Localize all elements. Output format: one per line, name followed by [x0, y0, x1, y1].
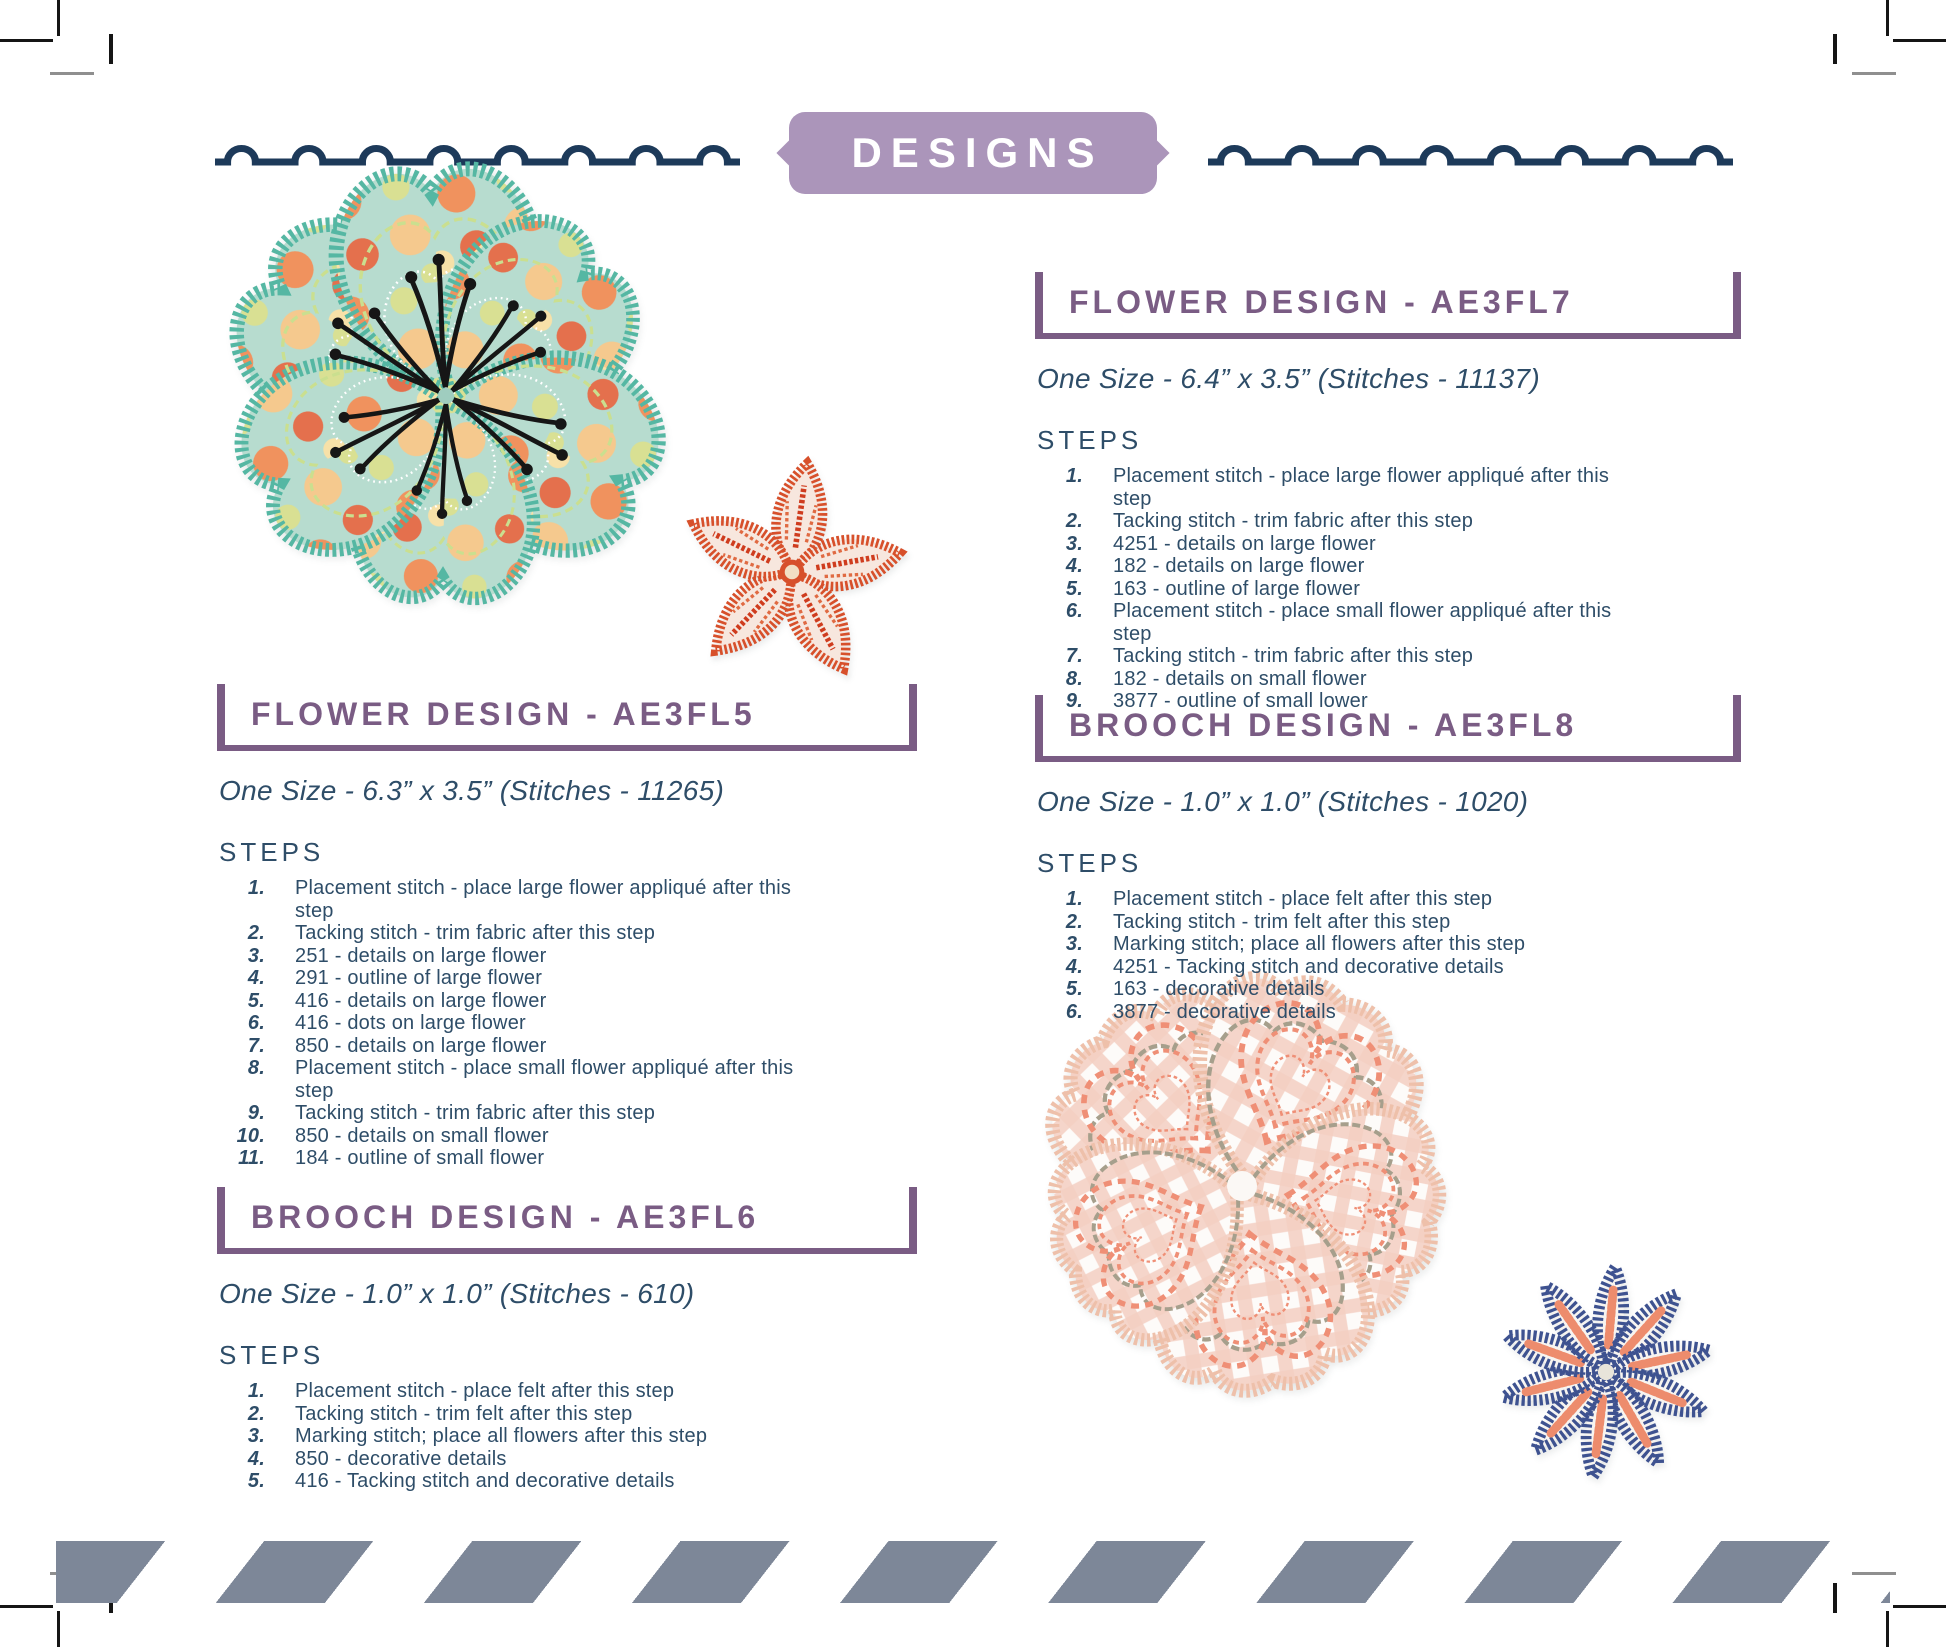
step-text: Marking stitch; place all flowers after this step	[1113, 933, 1526, 955]
step-number: 2.	[247, 922, 265, 944]
step-number: 4.	[247, 1447, 265, 1470]
step-text: Tacking stitch - trim felt after this step	[295, 1402, 633, 1425]
step-text: 182 - details on large flower	[1113, 555, 1365, 577]
step-item	[217, 1035, 917, 1058]
step-item	[217, 1012, 917, 1035]
step-number: 9.	[1065, 690, 1083, 712]
step-item	[1035, 668, 1741, 691]
crop-mark	[50, 72, 94, 75]
step-text: Placement stitch - place felt after this step	[295, 1380, 675, 1402]
step-item	[1035, 510, 1741, 533]
step-text: 416 - dots on large flower	[295, 1012, 526, 1034]
step-item	[217, 1057, 917, 1102]
step-number: 11.	[238, 1147, 265, 1169]
section-title: FLOWER DESIGN - AE3FL7	[1069, 284, 1574, 320]
step-item	[217, 1470, 917, 1493]
crop-mark	[1893, 39, 1946, 42]
steps-heading: STEPS	[219, 1340, 325, 1370]
page-title-badge	[789, 112, 1157, 194]
step-text: Placement stitch - place large flower appliqué after this step	[1113, 465, 1610, 510]
step-text: 3877 - outline of small lower	[1113, 690, 1368, 712]
steps-list	[1035, 465, 1741, 713]
steps-list	[217, 877, 917, 1170]
step-item	[1035, 555, 1741, 578]
step-number: 2.	[1065, 510, 1083, 532]
pink-gingham-brooch-flower-applique-photo	[1002, 1000, 1482, 1365]
size-line: One Size - 6.3” x 3.5” (Stitches - 11265)	[219, 775, 725, 806]
step-number: 6.	[1065, 600, 1083, 622]
crop-mark	[1833, 34, 1837, 64]
step-number: 3.	[247, 944, 265, 967]
steps-list	[1035, 888, 1741, 1023]
step-item	[1035, 465, 1741, 510]
step-item	[217, 1448, 917, 1471]
step-number: 8.	[1065, 667, 1083, 690]
page-title: DESIGNS	[851, 129, 1104, 176]
step-number: 7.	[1065, 645, 1083, 667]
step-text: 163 - outline of large flower	[1113, 577, 1361, 600]
step-item	[1035, 533, 1741, 556]
step-item	[1035, 578, 1741, 601]
step-number: 3.	[1065, 933, 1083, 955]
step-number: 9.	[247, 1102, 265, 1124]
steps-heading: STEPS	[1037, 425, 1143, 455]
step-text: 850 - details on large flower	[295, 1034, 547, 1057]
crop-mark	[57, 1611, 60, 1647]
crop-mark	[1893, 1605, 1946, 1608]
step-number: 1.	[1065, 465, 1083, 487]
step-number: 3.	[1065, 532, 1083, 555]
step-number: 10.	[236, 1124, 265, 1147]
step-number: 5.	[1065, 978, 1083, 1000]
section-ae3fl6	[217, 1187, 917, 1493]
step-number: 5.	[247, 989, 265, 1012]
step-number: 4.	[247, 967, 265, 989]
step-number: 1.	[1065, 888, 1083, 910]
crop-mark	[1886, 0, 1889, 36]
crop-mark	[1852, 72, 1896, 75]
steps-list	[217, 1380, 917, 1493]
step-text: 4251 - Tacking stitch and decorative details	[1113, 955, 1504, 978]
size-line: One Size - 1.0” x 1.0” (Stitches - 610)	[219, 1278, 695, 1309]
step-number: 4.	[1065, 955, 1083, 978]
step-text: 416 - Tacking stitch and decorative details	[295, 1470, 675, 1492]
step-text: 163 - decorative details	[1113, 978, 1325, 1000]
step-number: 6.	[1065, 1000, 1083, 1023]
step-item	[217, 922, 917, 945]
step-text: Placement stitch - place felt after this step	[1113, 888, 1493, 910]
step-text: Placement stitch - place small flower appliqué after this step	[1113, 600, 1612, 645]
section-title-box	[1035, 695, 1741, 762]
navy-daisy-brooch-applique-photo	[1468, 1262, 1748, 1482]
step-item	[217, 945, 917, 968]
step-item	[217, 1403, 917, 1426]
steps-heading: STEPS	[1037, 848, 1143, 878]
step-item	[217, 1380, 917, 1403]
step-number: 1.	[247, 1380, 265, 1402]
section-title: BROOCH DESIGN - AE3FL8	[1069, 707, 1578, 743]
step-text: 850 - decorative details	[295, 1447, 507, 1470]
step-number: 5.	[247, 1470, 265, 1492]
section-ae3fl7	[1035, 272, 1741, 713]
diagonal-stripe-border	[56, 1541, 1890, 1603]
step-item	[217, 990, 917, 1013]
size-line: One Size - 1.0” x 1.0” (Stitches - 1020)	[1037, 786, 1529, 817]
crop-mark	[57, 0, 60, 36]
step-item	[1035, 888, 1741, 911]
step-number: 8.	[247, 1057, 265, 1079]
step-text: Tacking stitch - trim fabric after this step	[295, 922, 656, 944]
section-ae3fl5	[217, 684, 917, 1170]
step-text: 251 - details on large flower	[295, 944, 547, 967]
small-orange-star-flower-applique-photo	[662, 458, 922, 678]
steps-heading: STEPS	[219, 837, 325, 867]
scallop-border-right	[1208, 136, 1733, 168]
step-item	[217, 1425, 917, 1448]
step-text: 416 - details on large flower	[295, 989, 547, 1012]
step-number: 3.	[247, 1425, 265, 1447]
section-ae3fl8	[1035, 695, 1741, 1023]
step-text: 4251 - details on large flower	[1113, 532, 1376, 555]
step-number: 5.	[1065, 577, 1083, 600]
step-text: 3877 - decorative details	[1113, 1000, 1336, 1023]
step-number: 4.	[1065, 555, 1083, 577]
step-item	[217, 1125, 917, 1148]
step-number: 2.	[247, 1402, 265, 1425]
step-text: Tacking stitch - trim fabric after this step	[1113, 510, 1474, 532]
section-title: BROOCH DESIGN - AE3FL6	[251, 1199, 760, 1235]
section-title: FLOWER DESIGN - AE3FL5	[251, 696, 756, 732]
step-text: 184 - outline of small flower	[295, 1147, 545, 1169]
step-number: 6.	[247, 1012, 265, 1034]
step-item	[1035, 600, 1741, 645]
step-item	[1035, 933, 1741, 956]
step-text: 850 - details on small flower	[295, 1124, 549, 1147]
section-title-box	[1035, 272, 1741, 339]
crop-mark	[109, 34, 113, 64]
crop-mark	[0, 1605, 53, 1608]
crop-mark	[0, 39, 53, 42]
step-item	[1035, 645, 1741, 668]
step-text: 182 - details on small flower	[1113, 667, 1367, 690]
step-item	[217, 967, 917, 990]
crop-mark	[1886, 1611, 1889, 1647]
step-text: 291 - outline of large flower	[295, 967, 543, 989]
step-number: 7.	[247, 1034, 265, 1057]
step-item	[217, 877, 917, 922]
step-item	[1035, 1001, 1741, 1024]
step-item	[1035, 978, 1741, 1001]
step-text: Placement stitch - place large flower appliqué after this step	[295, 877, 792, 922]
step-item	[1035, 956, 1741, 979]
step-number: 1.	[247, 877, 265, 899]
step-item	[217, 1102, 917, 1125]
step-number: 2.	[1065, 910, 1083, 933]
step-text: Placement stitch - place small flower appliqué after this step	[295, 1057, 794, 1102]
section-title-box	[217, 1187, 917, 1254]
step-text: Tacking stitch - trim fabric after this step	[1113, 645, 1474, 667]
size-line: One Size - 6.4” x 3.5” (Stitches - 11137)	[1037, 363, 1541, 394]
step-text: Marking stitch; place all flowers after this step	[295, 1425, 708, 1447]
large-teal-flower-applique-photo	[178, 168, 718, 608]
section-title-box	[217, 684, 917, 751]
step-item	[1035, 911, 1741, 934]
step-text: Tacking stitch - trim fabric after this step	[295, 1102, 656, 1124]
step-item	[217, 1147, 917, 1170]
step-text: Tacking stitch - trim felt after this step	[1113, 910, 1451, 933]
